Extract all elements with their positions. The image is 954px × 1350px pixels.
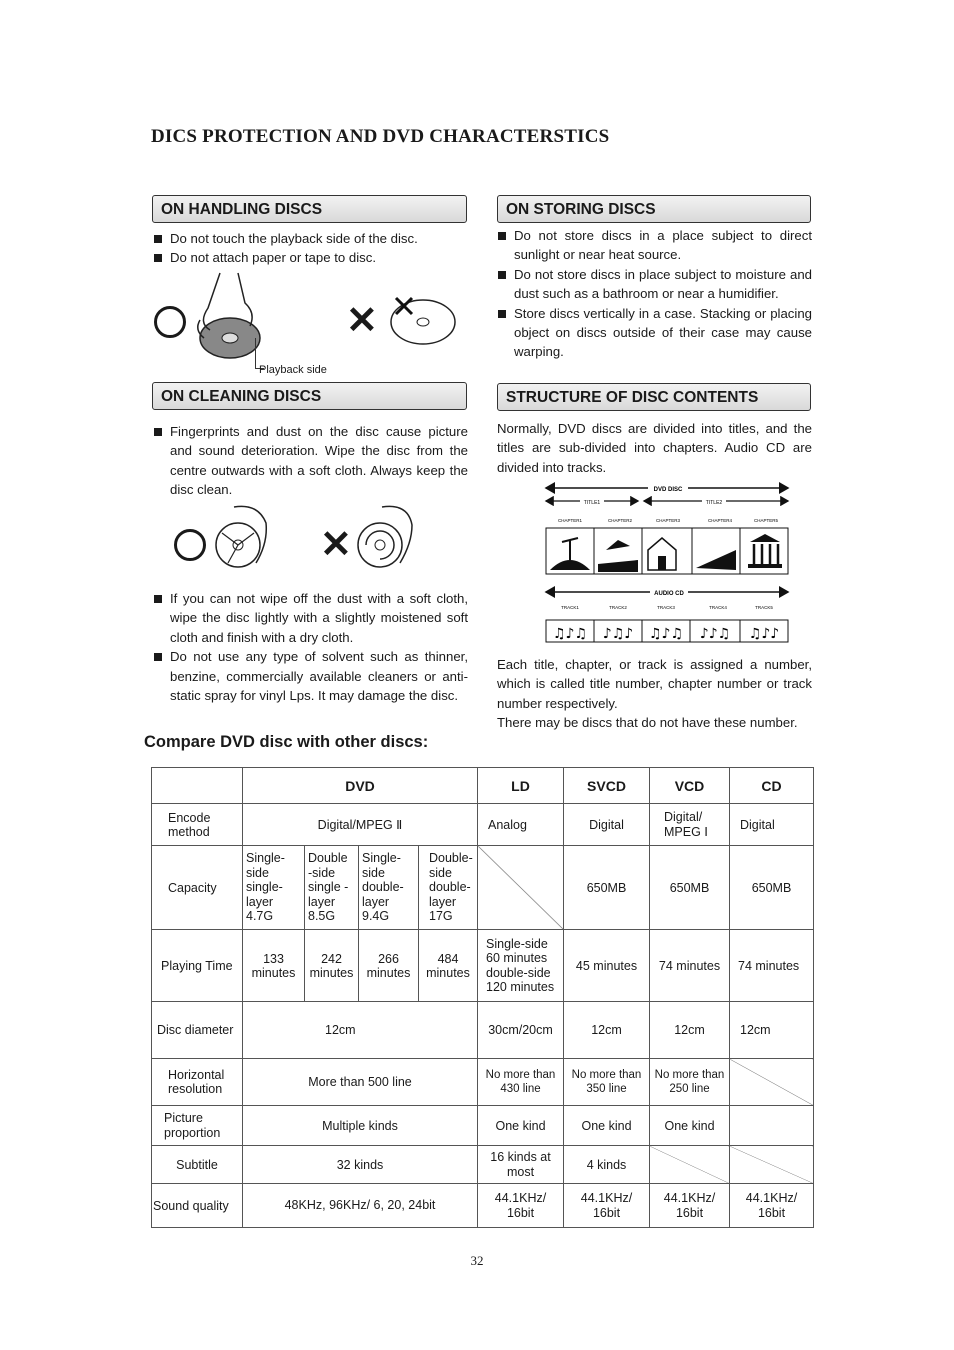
row-label: Horizontal resolution	[152, 1059, 243, 1106]
cell: No more than 350 line	[564, 1059, 650, 1106]
cell: No more than 430 line	[478, 1059, 564, 1106]
chapter-label: CHAPTER4	[707, 518, 733, 523]
cell: 650MB	[730, 846, 814, 930]
storing-bullet: Do not store discs in place subject to moisture and dust such as a bathroom or near a humidifier.	[497, 265, 812, 304]
wipe-circular-icon	[352, 503, 418, 583]
cell: One kind	[564, 1106, 650, 1146]
cell: Double -side single -layer 8.5G	[305, 846, 359, 930]
cell: 44.1KHz/ 16bit	[650, 1184, 730, 1228]
structure-outro-note: There may be discs that do not have these number.	[497, 715, 798, 731]
cell: 44.1KHz/ 16bit	[478, 1184, 564, 1228]
track-label: TRACK1	[561, 605, 579, 610]
column-header: DVD	[243, 768, 478, 804]
table-row	[152, 1059, 814, 1106]
table-row	[152, 1002, 814, 1059]
storing-header: ON STORING DISCS	[497, 195, 811, 223]
track-label: TRACK5	[755, 605, 773, 610]
cell: 484 minutes	[419, 930, 478, 1002]
empty-diagonal-cell	[650, 1146, 730, 1184]
cell: 12cm	[730, 1002, 814, 1059]
playback-side-caption: Playback side	[259, 364, 327, 376]
cell: 32 kinds	[243, 1146, 478, 1184]
cell: Single-side double-layer 9.4G	[359, 846, 419, 930]
cleaning-bullet: Do not use any type of solvent such as thinner, benzine, commercially available cleaners or anti-static spray for vinyl Lps. It may damage the disc.	[153, 647, 468, 705]
cell: One kind	[478, 1106, 564, 1146]
title-label: TITLE1	[583, 500, 601, 506]
track-label: TRACK4	[709, 605, 727, 610]
cell: Digital	[730, 804, 814, 846]
structure-outro-text: Each title, chapter, or track is assigned a number, which is called title number, chapter number or track number respectively.	[497, 657, 812, 711]
cleaning-header: ON CLEANING DISCS	[152, 382, 467, 410]
cell: 74 minutes	[730, 930, 814, 1002]
cleaning-bullet: Fingerprints and dust on the disc cause picture and sound deterioration. Wipe the disc from the centre outwards with a soft cloth. Always keep the disc clean.	[153, 422, 468, 500]
music-note-icon: ♪♫♪	[602, 626, 634, 642]
chapter-label: CHAPTER5	[753, 518, 779, 523]
chapter-label: CHAPTER3	[655, 518, 681, 523]
cell: 266 minutes	[359, 930, 419, 1002]
music-note-icon: ♫♪♪	[748, 626, 780, 642]
page-number: 32	[470, 1253, 484, 1268]
column-header: CD	[730, 768, 814, 804]
table-row	[152, 1146, 814, 1184]
header-empty	[152, 768, 243, 804]
column-header: LD	[478, 768, 564, 804]
cleaning-bullet: If you can not wipe off the dust with a soft cloth, wipe the disc lightly with a slightly moistened soft cloth and finish with a dry cloth.	[153, 589, 468, 647]
empty-diagonal-cell	[730, 1059, 814, 1106]
cell: Single-side 60 minutes double-side 120 minutes	[478, 930, 564, 1002]
cell: 242 minutes	[305, 930, 359, 1002]
handling-header: ON HANDLING DISCS	[152, 195, 467, 223]
empty-diagonal-cell	[730, 1146, 814, 1184]
table-row	[152, 1184, 814, 1228]
cell: Double-side double-layer 17G	[419, 846, 478, 930]
cleaning-bullets-more	[153, 589, 468, 705]
wipe-outward-icon	[208, 503, 274, 583]
cell: 45 minutes	[564, 930, 650, 1002]
disc-structure-diagram	[544, 480, 790, 646]
cell: 133 minutes	[243, 930, 305, 1002]
row-label: Playing Time	[152, 930, 243, 1002]
no-x-icon: ✕	[346, 300, 378, 342]
table-header-row	[152, 768, 814, 804]
music-note-icon: ♫♪♫	[648, 626, 684, 642]
cell: 4 kinds	[564, 1146, 650, 1184]
cell: Multiple kinds	[243, 1106, 478, 1146]
cell: 650MB	[564, 846, 650, 930]
row-label: Sound quality	[152, 1184, 243, 1228]
empty-diagonal-cell	[478, 846, 564, 930]
page-title: DICS PROTECTION AND DVD CHARACTERSTICS	[151, 126, 610, 147]
cell: Single-side single-layer 4.7G	[243, 846, 305, 930]
cell: No more than 250 line	[650, 1059, 730, 1106]
cell: 12cm	[564, 1002, 650, 1059]
structure-outro	[497, 655, 812, 733]
table-row	[152, 846, 814, 930]
cell: 44.1KHz/ 16bit	[564, 1184, 650, 1228]
cleaning-bullet1	[153, 422, 468, 500]
cell: Digital/MPEG Ⅱ	[243, 804, 478, 846]
cell: 12cm	[650, 1002, 730, 1059]
dvd-disc-label: DVD DISC	[653, 487, 683, 493]
cell: Analog	[478, 804, 564, 846]
track-label: TRACK2	[609, 605, 627, 610]
cell: 650MB	[650, 846, 730, 930]
table-row	[152, 930, 814, 1002]
track-label: TRACK3	[657, 605, 675, 610]
structure-header: STRUCTURE OF DISC CONTENTS	[497, 383, 811, 411]
cell: One kind	[650, 1106, 730, 1146]
disc-with-x-icon	[388, 296, 458, 348]
storing-bullet: Store discs vertically in a case. Stacking or placing object on discs outside of their case may cause warping.	[497, 304, 812, 362]
cell: 30cm/20cm	[478, 1002, 564, 1059]
cell: Digital/ MPEG Ⅰ	[650, 804, 730, 846]
cell: 48KHz, 96KHz/ 6, 20, 24bit	[243, 1184, 478, 1228]
chapter-label: CHAPTER2	[607, 518, 633, 523]
no-x-icon: ✕	[320, 524, 352, 566]
cell: 44.1KHz/ 16bit	[730, 1184, 814, 1228]
storing-bullet: Do not store discs in a place subject to direct sunlight or near heat source.	[497, 226, 812, 265]
ok-circle-icon	[174, 529, 206, 561]
compare-heading: Compare DVD disc with other discs:	[144, 733, 429, 751]
row-label: Capacity	[152, 846, 243, 930]
chapter-label: CHAPTER1	[557, 518, 583, 523]
structure-intro: Normally, DVD discs are divided into titles, and the titles are sub-divided into chapters. Audio CD are divided into tracks.	[497, 421, 812, 475]
column-header: SVCD	[564, 768, 650, 804]
storing-bullets	[497, 226, 812, 362]
row-label: Subtitle	[152, 1146, 243, 1184]
comparison-table	[151, 767, 814, 1228]
music-note-icon: ♫♪♫	[552, 626, 588, 642]
row-label: Encode method	[152, 804, 243, 846]
handling-bullets	[153, 229, 467, 268]
row-label: Picture proportion	[152, 1106, 243, 1146]
cell: 74 minutes	[650, 930, 730, 1002]
handling-bullet: Do not touch the playback side of the disc.	[153, 229, 467, 248]
column-header: VCD	[650, 768, 730, 804]
music-note-icon: ♪♪♫	[699, 626, 731, 642]
table-row	[152, 804, 814, 846]
table-row	[152, 1106, 814, 1146]
chapter-scene-icons	[550, 534, 782, 572]
cell: More than 500 line	[243, 1059, 478, 1106]
handling-bullet: Do not attach paper or tape to disc.	[153, 248, 467, 267]
empty-cell	[730, 1106, 814, 1146]
cell: 12cm	[243, 1002, 478, 1059]
title-label: TITLE2	[705, 500, 723, 506]
audio-cd-label: AUDIO CD	[654, 591, 684, 597]
row-label: Disc diameter	[152, 1002, 243, 1059]
cell: 16 kinds at most	[478, 1146, 564, 1184]
ok-circle-icon	[154, 306, 186, 338]
cell: Digital	[564, 804, 650, 846]
